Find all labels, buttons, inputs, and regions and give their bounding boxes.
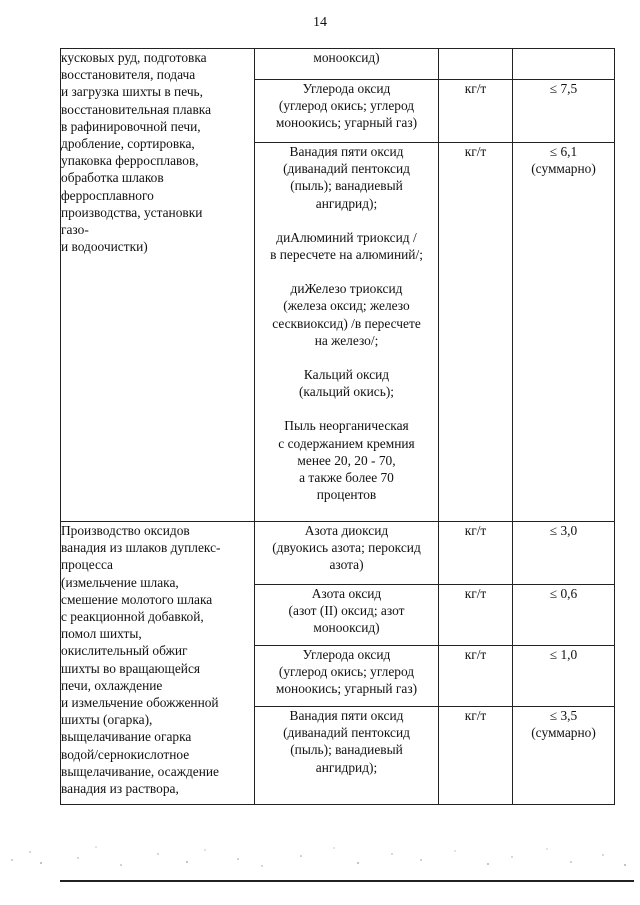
- unit-cell: кг/т: [439, 522, 513, 585]
- process-description-cell: [61, 49, 255, 522]
- unit-cell: кг/т: [439, 707, 513, 805]
- process-description-cell: [61, 522, 255, 805]
- norm-cell: ≤ 3,5 (суммарно): [513, 707, 615, 805]
- unit-cell: кг/т: [439, 585, 513, 646]
- emission-norms-table: [60, 48, 615, 805]
- norm-cell: [513, 49, 615, 80]
- substance-cell: Ванадия пяти оксид (диванадий пентоксид (пыль); ванадиевый ангидрид); диАлюминий триоксид / в пересчете на алюминий/; диЖелезо триоксид (железа оксид; железо сесквиоксид) /в пересчете на железо/; Кальций оксид (кальций окись); Пыль неорганическая с содержанием кремния менее 20, 20 - 70, а также более 70 процентов: [255, 143, 439, 522]
- substance-cell: Азота диоксид (двуокись азота; пероксид азота): [255, 522, 439, 585]
- substance-cell: Углерода оксид (углерод окись; углерод моноокись; угарный газ): [255, 80, 439, 143]
- unit-cell: [439, 49, 513, 80]
- unit-cell: кг/т: [439, 80, 513, 143]
- table-row: [61, 522, 615, 585]
- substance-cell: Ванадия пяти оксид (диванадий пентоксид (пыль); ванадиевый ангидрид);: [255, 707, 439, 805]
- bottom-rule: [60, 880, 634, 882]
- unit-cell: кг/т: [439, 143, 513, 522]
- norm-cell: ≤ 6,1 (суммарно): [513, 143, 615, 522]
- norm-cell: ≤ 7,5: [513, 80, 615, 143]
- process-description: кусковых руд, подготовка восстановителя, подача и загрузка шихты в печь, восстановительная плавка в рафинировочной печи, дробление, сортировка, упаковка ферросплавов, обработка шлаков ферросплавного производства, установки газо- и водоочистки): [61, 50, 212, 255]
- norm-cell: ≤ 1,0: [513, 646, 615, 707]
- process-description: Производство оксидов ванадия из шлаков дуплекс- процесса (измельчение шлака, смешение молотого шлака с реакционной добавкой, помол шихты, окислительный обжиг шихты во вращающейся печи, охлаждение и измельчение обожженной шихты (огарка), выщелачивание огарка водой/сернокислотное выщелачивание, осаждение ванадия из раствора,: [61, 523, 221, 797]
- norm-cell: ≤ 0,6: [513, 585, 615, 646]
- substance-cell: Углерода оксид (углерод окись; углерод моноокись; угарный газ): [255, 646, 439, 707]
- norm-cell: ≤ 3,0: [513, 522, 615, 585]
- scan-noise: [0, 838, 640, 874]
- substance-cell: Азота оксид (азот (II) оксид; азот монооксид): [255, 585, 439, 646]
- substance-cell: монооксид): [255, 49, 439, 80]
- page-number: 14: [313, 15, 327, 30]
- table-row: [61, 49, 615, 80]
- unit-cell: кг/т: [439, 646, 513, 707]
